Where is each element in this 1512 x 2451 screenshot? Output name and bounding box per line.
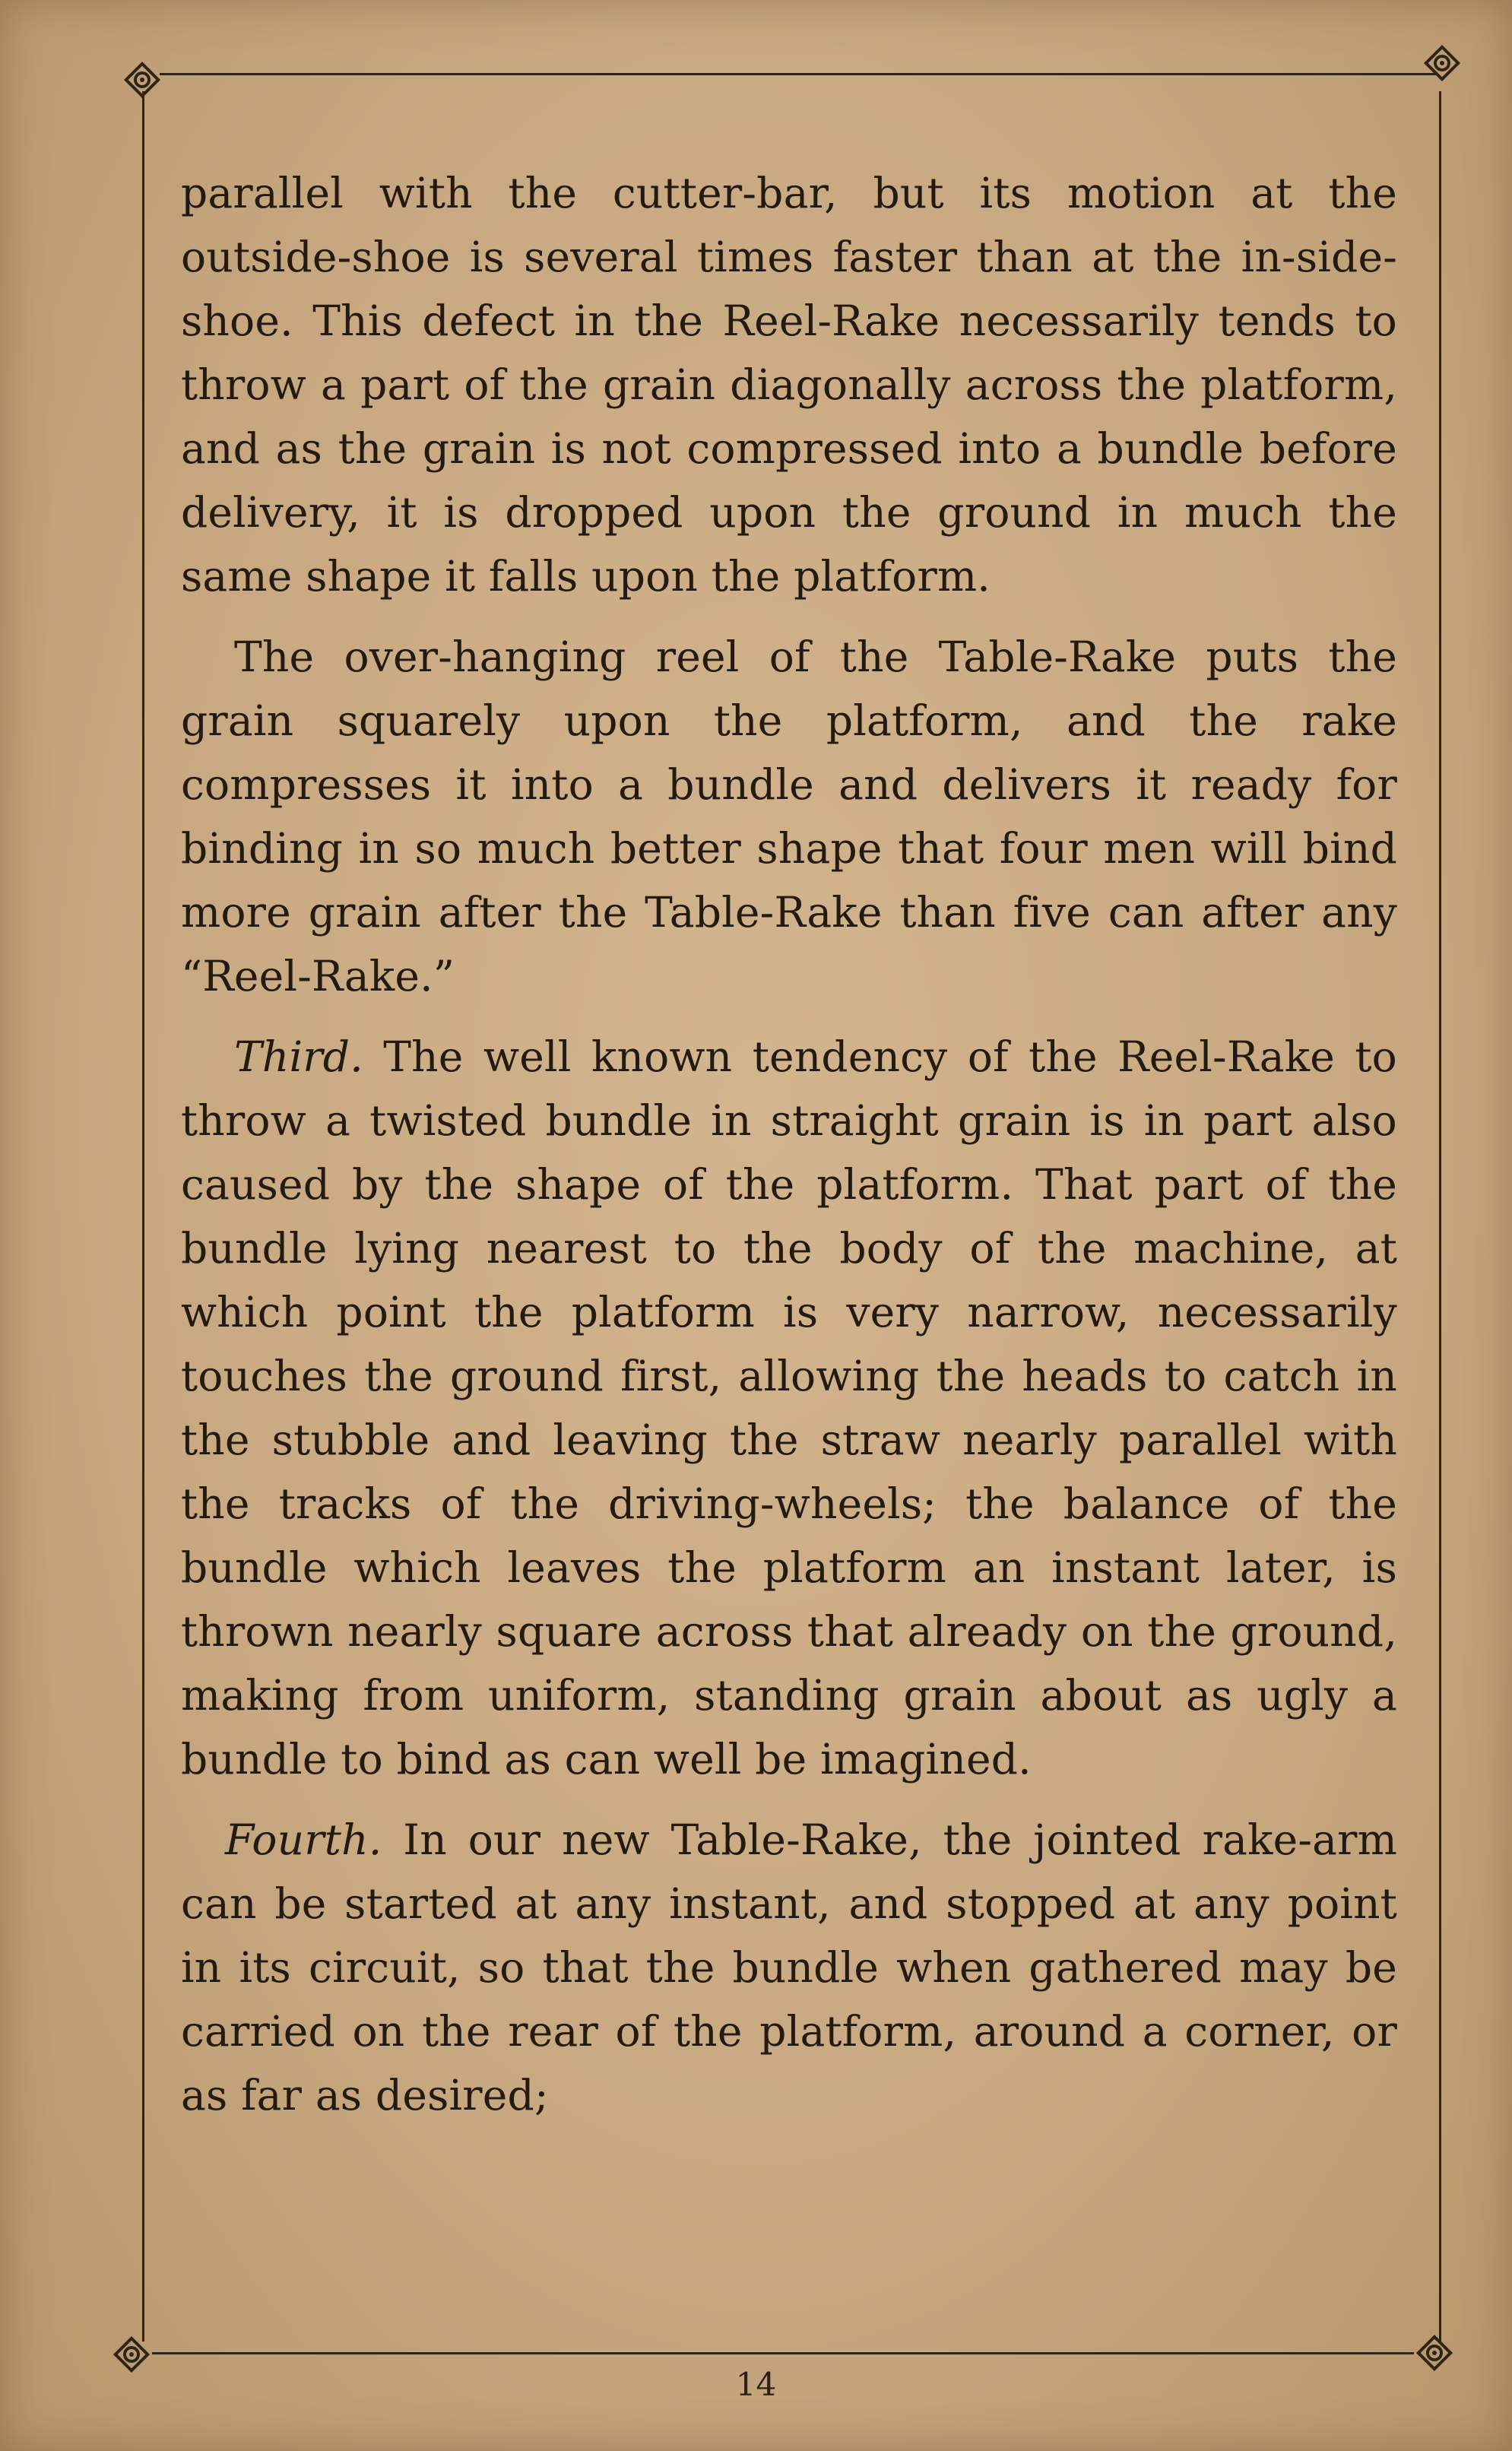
paragraph-lead-third: Third.: [234, 1032, 363, 1081]
frame-bottom-rule: [152, 2352, 1414, 2354]
corner-ornament-icon: [1423, 44, 1461, 82]
paragraph-text: The over-hanging reel of the Table-Rake puts the grain squarely upon the platform, and the rake compresses it into a bundle and delivers it ready for binding in so much better shape that four men will bind more grain after the Table-Rake than five can after any “Reel-Rake.”: [181, 633, 1397, 1000]
corner-ornament-icon: [123, 61, 161, 99]
paragraph-text: The well known tendency of the Reel-Rake to throw a twisted bundle in straight grain is in part also caused by the shape of the platform. That part of the bundle lying nearest to the body of the machine, at which point the platform is very narrow, necessarily touches the ground first, allowing the heads to catch in the stubble and leaving the straw nearly parallel with the tracks of the driving-wheels; the balance of the bundle which leaves the platform an instant later, is thrown nearly square across that already on the ground, making from uniform, standing grain about as ugly a bundle to bind as can well be imagined.: [181, 1032, 1397, 1784]
paragraph-text: parallel with the cutter-bar, but its motion at the outside-shoe is several times faster than at the in-side-shoe. This defect in the Reel-Rake necessarily tends to throw a part of the grain diagonally across the platform, and as the grain is not compressed into a bundle before delivery, it is dropped upon the ground in much the same shape it falls upon the platform.: [181, 169, 1397, 601]
body-text: [181, 161, 1397, 2127]
page-number: 14: [735, 2366, 777, 2403]
paragraph-text: In our new Table-Rake, the jointed rake-arm can be started at any instant, and stopped at any point in its circuit, so that the bundle when gathered may be carried on the rear of the platform, around a corner, or as far as desired;: [181, 1815, 1397, 2120]
paragraph: [181, 1808, 1397, 2127]
paragraph: [181, 161, 1397, 608]
paragraph: [181, 1025, 1397, 1791]
frame-right-rule: [1439, 91, 1441, 2342]
paragraph: [181, 625, 1397, 1008]
frame-left-rule: [142, 91, 144, 2342]
frame-top-rule: [160, 73, 1437, 75]
paragraph-lead-fourth: Fourth.: [225, 1815, 382, 1864]
